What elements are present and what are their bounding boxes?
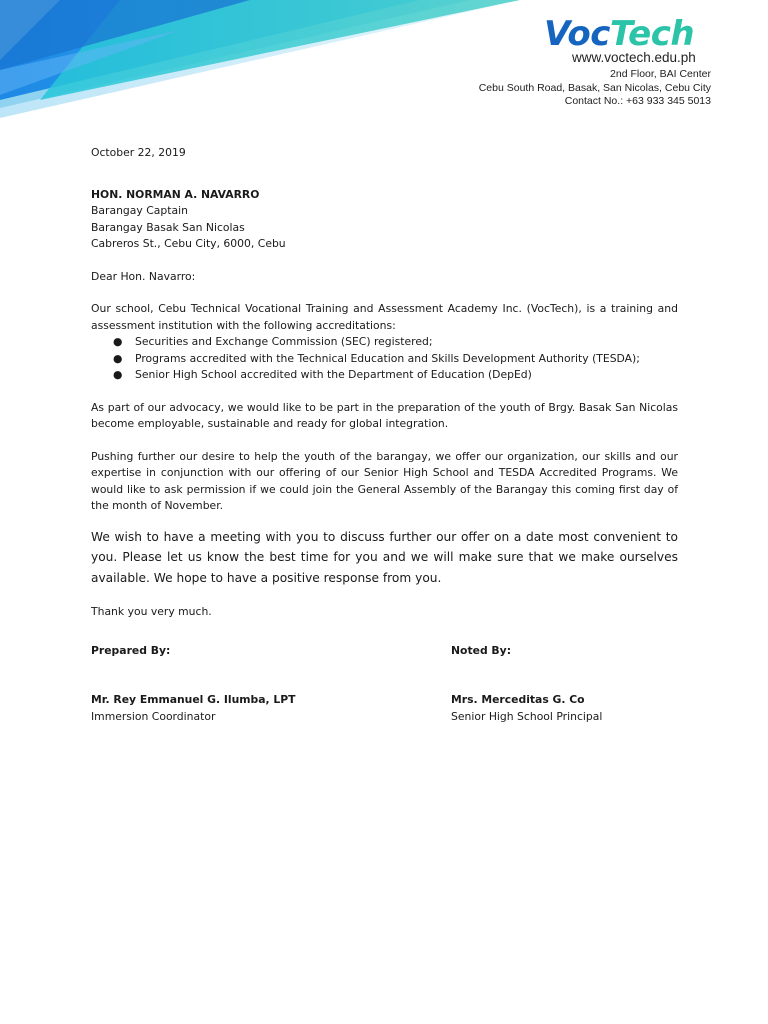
meeting-paragraph: We wish to have a meeting with you to discuss further our offer on a date most convenient to you. Please let us know the best time for you and we will make sure that we make ourselves available. We hope to have a positive response from you. [91,529,678,585]
recipient-address: Cabreros St., Cebu City, 6000, Cebu [91,237,286,250]
address-line-1: 2nd Floor, BAI Center [610,68,711,80]
recipient-title: Barangay Captain [91,204,188,217]
recipient-org: Barangay Basak San Nicolas [91,220,245,234]
recipient-name: HON. NORMAN A. NAVARRO [91,187,260,201]
logo-voc-text: Voc [544,14,610,54]
letterhead-address [479,68,711,109]
closing-line: Thank you very much. [91,605,212,618]
accreditation-text: Programs accredited with the Technical Education and Skills Development Authority (TESDA); [135,351,640,365]
noter-name: Mrs. Merceditas G. Co [451,693,585,706]
intro-paragraph: Our school, Cebu Technical Vocational Training and Assessment Academy Inc. (VocTech), is a training and assessment institution with the following accreditations: [91,302,678,332]
letter-date: October 22, 2019 [91,146,186,159]
preparer-name: Mr. Rey Emmanuel G. Ilumba, LPT [91,693,296,706]
logo-tech-text: Tech [609,14,695,54]
prepared-by-label: Prepared By: [91,643,171,657]
bullet-icon: ● [113,368,123,381]
list-item [91,351,678,368]
voctech-logo [544,14,694,54]
list-item [91,334,678,351]
salutation: Dear Hon. Navarro: [91,269,196,283]
list-item [91,367,678,384]
letter-body [91,145,678,725]
accreditation-text: Securities and Exchange Commission (SEC) registered; [135,335,433,348]
address-line-2: Cebu South Road, Basak, San Nicolas, Cebu City [478,81,711,94]
advocacy-paragraph: As part of our advocacy, we would like to be part in the preparation of the youth of Brgy. Basak San Nicolas become employable, sustainable and ready for global integration. [91,400,678,430]
bullet-icon: ● [113,351,123,365]
bullet-icon: ● [113,335,123,348]
accreditation-text: Senior High School accredited with the Department of Education (DepEd) [135,368,532,381]
accreditation-list [91,334,678,384]
preparer-title: Immersion Coordinator [91,709,216,723]
noter-title: Senior High School Principal [451,709,603,723]
website-text: www.voctech.edu.ph [572,50,696,65]
pushing-paragraph: Pushing further our desire to help the youth of the barangay, we offer our organization, our skills and our expertise in conjunction with our offering of our Senior High School and TESDA Accredited Programs. We would like to ask permission if we could join the General Assembly of the Barangay this coming first day of the month of November. [91,449,678,512]
noted-by-label: Noted By: [451,643,512,657]
signatory-names [91,692,678,709]
signature-labels [91,643,678,660]
signatory-titles [91,709,678,726]
contact-number: Contact No.: +63 933 345 5013 [564,95,711,107]
